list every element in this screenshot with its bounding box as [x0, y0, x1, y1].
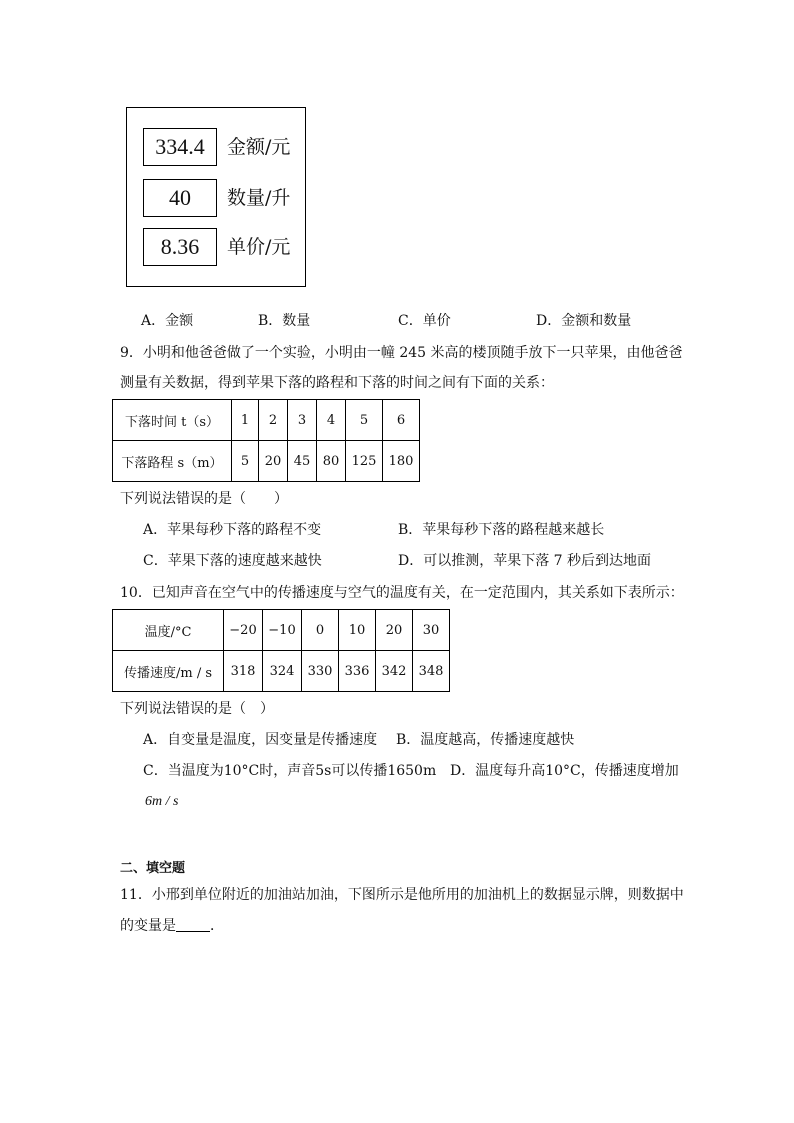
- q10-stem-line1: 10．已知声音在空气中的传播速度与空气的温度有关，在一定范围内，其关系如下表所示：: [120, 585, 684, 601]
- section-heading: 二、填空题: [120, 861, 186, 876]
- table-row: [113, 400, 420, 441]
- table-row: [113, 610, 450, 651]
- q9-table: [112, 399, 420, 482]
- q10-option-a: A．自变量是温度，因变量是传播速度: [143, 732, 378, 748]
- q10-option-d: D．温度每升高10°C，传播速度增加: [450, 763, 679, 779]
- table-cell: 125: [346, 441, 383, 482]
- quantity-value: 40: [143, 179, 217, 217]
- amount-value: 334.4: [143, 128, 217, 166]
- pump-option-d: D．金额和数量: [536, 313, 632, 329]
- gas-pump-display: [126, 107, 306, 287]
- table-cell: 5: [346, 400, 383, 441]
- q9-distance-header: 下落路程 s（m）: [113, 441, 232, 482]
- q11-stem-line1: 11．小邢到单位附近的加油站加油，下图所示是他所用的加油机上的数据显示牌，则数据中: [120, 887, 684, 903]
- q9-option-a: A．苹果每秒下落的路程不变: [143, 522, 322, 538]
- q10-table: [112, 609, 450, 692]
- table-cell: 45: [288, 441, 317, 482]
- q9-option-c: C．苹果下落的速度越来越快: [143, 553, 322, 569]
- table-cell: 342: [376, 651, 413, 692]
- q10-option-c: C．当温度为10°C时，声音5s可以传播1650m: [143, 763, 437, 779]
- table-cell: −10: [263, 610, 302, 651]
- table-row: [113, 441, 420, 482]
- table-cell: 318: [224, 651, 263, 692]
- unit-price-label: 单价/元: [227, 236, 291, 258]
- table-cell: 330: [302, 651, 339, 692]
- table-cell: 80: [317, 441, 346, 482]
- q9-time-header: 下落时间 t（s）: [113, 400, 232, 441]
- q10-prompt: 下列说法错误的是（ ）: [120, 701, 274, 717]
- quantity-label: 数量/升: [227, 187, 291, 209]
- table-cell: 20: [376, 610, 413, 651]
- q11-stem-line2: [120, 916, 224, 936]
- table-cell: 180: [383, 441, 420, 482]
- q11-text-after-blank: ．: [210, 918, 224, 934]
- q10-speed-header: 传播速度/m / s: [113, 651, 224, 692]
- q10-temp-header: 温度/°C: [113, 610, 224, 651]
- table-cell: 5: [232, 441, 259, 482]
- table-cell: 3: [288, 400, 317, 441]
- pump-option-a: A．金额: [141, 313, 194, 329]
- table-cell: 6: [383, 400, 420, 441]
- q10-option-b: B．温度越高，传播速度越快: [396, 732, 575, 748]
- q9-stem-line2: 测量有关数据，得到苹果下落的路程和下落的时间之间有下面的关系：: [120, 375, 554, 391]
- table-cell: 10: [339, 610, 376, 651]
- unit-price-value: 8.36: [143, 228, 217, 266]
- table-cell: 2: [259, 400, 288, 441]
- table-cell: 324: [263, 651, 302, 692]
- table-cell: −20: [224, 610, 263, 651]
- pump-option-b: B．数量: [258, 313, 311, 329]
- table-cell: 0: [302, 610, 339, 651]
- table-cell: 336: [339, 651, 376, 692]
- table-cell: 1: [232, 400, 259, 441]
- amount-label: 金额/元: [227, 136, 291, 158]
- pump-option-c: C．单价: [398, 313, 451, 329]
- table-cell: 30: [413, 610, 450, 651]
- q9-option-d: D．可以推测，苹果下落 7 秒后到达地面: [398, 553, 652, 569]
- table-cell: 4: [317, 400, 346, 441]
- answer-blank[interactable]: [176, 917, 210, 932]
- table-cell: 20: [259, 441, 288, 482]
- q9-prompt: 下列说法错误的是（ ）: [120, 491, 288, 507]
- q9-stem-line1: 9．小明和他爸爸做了一个实验，小明由一幢 245 米高的楼顶随手放下一只苹果，由他爸爸: [120, 345, 683, 361]
- table-row: [113, 651, 450, 692]
- q9-option-b: B．苹果每秒下落的路程越来越长: [398, 522, 605, 538]
- q10-option-d-continued: 6m / s: [145, 794, 179, 809]
- table-cell: 348: [413, 651, 450, 692]
- q11-text-before-blank: 的变量是: [120, 918, 176, 934]
